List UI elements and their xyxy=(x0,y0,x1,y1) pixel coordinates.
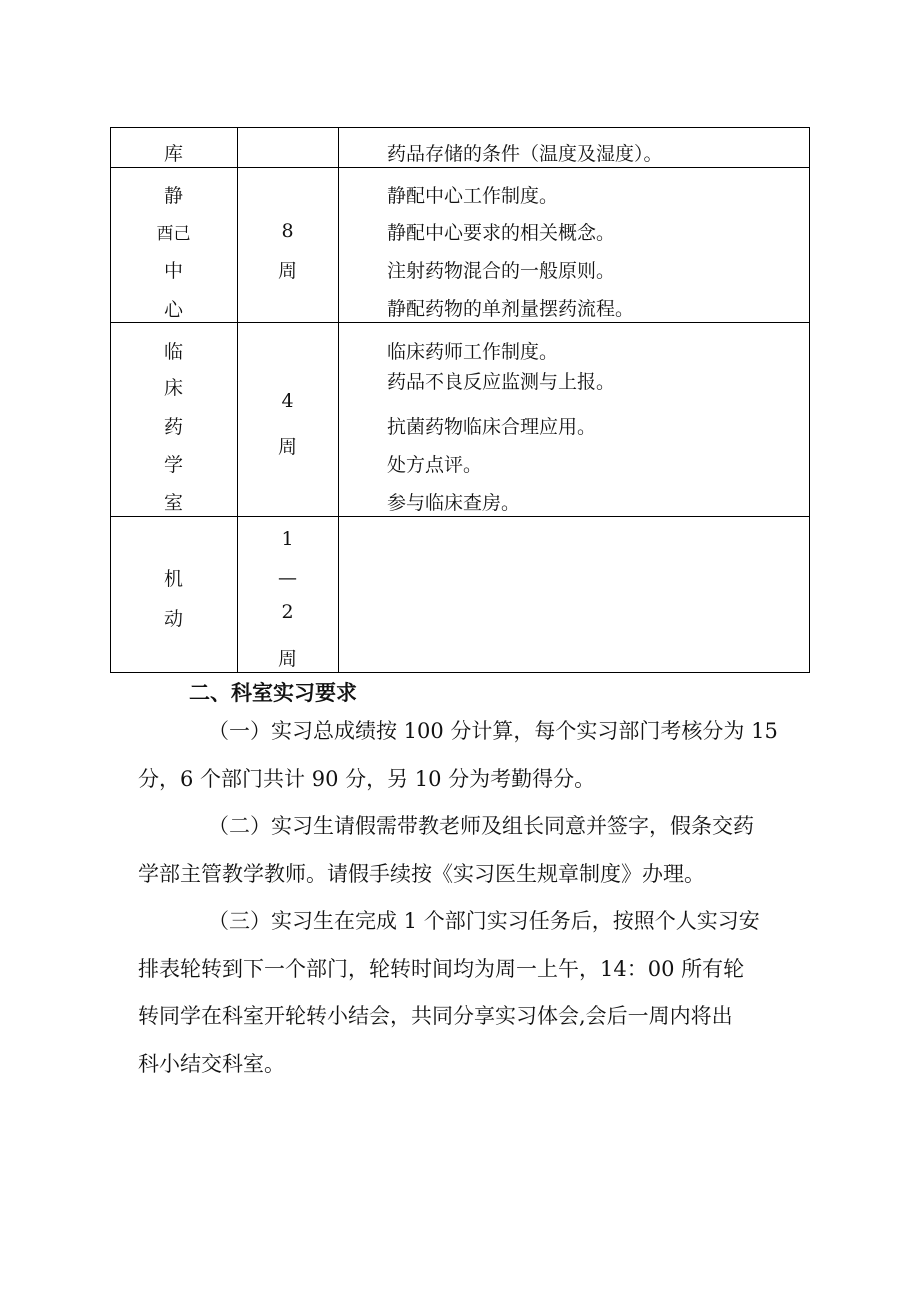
duration: 1 xyxy=(281,528,294,550)
dept-name: 中 xyxy=(163,260,183,282)
dept-name: 室 xyxy=(163,492,183,514)
row-divider xyxy=(110,167,810,168)
dept-name: 机 xyxy=(163,568,183,590)
dept-name: 床 xyxy=(163,377,183,399)
dept-name: 静 xyxy=(163,185,183,207)
section-heading: 二、科室实习要求 xyxy=(189,680,357,705)
paragraph-line: 分，6 个部门共计 90 分，另 10 分为考勤得分。 xyxy=(138,766,596,791)
duration: 周 xyxy=(277,648,297,670)
duration: — xyxy=(278,567,297,589)
paragraph-line: （一）实习总成绩按 100 分计算，每个实习部门考核分为 15 xyxy=(208,719,778,743)
row-divider xyxy=(110,516,810,517)
content-item: 处方点评。 xyxy=(387,454,483,476)
content-item: 临床药师工作制度。 xyxy=(387,341,559,363)
dept-name: 动 xyxy=(163,608,183,630)
paragraph-line: 转同学在科室开轮转小结会，共同分享实习体会,会后一周内将出 xyxy=(138,1004,733,1028)
duration: 4 xyxy=(281,390,294,412)
dept-name: 酉己 xyxy=(156,224,191,244)
content-item: 静配中心工作制度。 xyxy=(387,185,559,207)
paragraph xyxy=(138,898,828,1088)
content-item: 静配药物的单剂量摆药流程。 xyxy=(387,298,635,320)
paragraph-line: 排表轮转到下一个部门，轮转时间均为周一上午，14：00 所有轮 xyxy=(138,956,745,981)
column-divider xyxy=(338,127,339,673)
paragraph xyxy=(138,708,828,803)
dept-name: 药 xyxy=(163,416,183,438)
content-item: 静配中心要求的相关概念。 xyxy=(387,222,616,244)
dept-name: 库 xyxy=(163,143,183,165)
content-item: 参与临床查房。 xyxy=(387,492,521,514)
content-item: 药品存储的条件（温度及湿度）。 xyxy=(387,143,663,165)
content-item: 抗菌药物临床合理应用。 xyxy=(387,416,597,438)
paragraph-line: （二）实习生请假需带教老师及组长同意并签字，假条交药 xyxy=(208,814,754,838)
dept-name: 学 xyxy=(163,454,183,476)
content-item: 药品不良反应监测与上报。 xyxy=(387,371,616,393)
table-border xyxy=(110,127,810,128)
paragraph-line: （三）实习生在完成 1 个部门实习任务后，按照个人实习安 xyxy=(208,909,760,933)
table-border xyxy=(110,127,111,673)
content-item: 注射药物混合的一般原则。 xyxy=(387,260,616,282)
dept-name: 心 xyxy=(163,299,183,321)
duration: 周 xyxy=(277,436,297,458)
duration: 2 xyxy=(281,601,294,623)
duration: 周 xyxy=(277,260,297,282)
duration: 8 xyxy=(281,220,294,242)
row-divider xyxy=(110,322,810,323)
table-border xyxy=(110,672,810,673)
paragraph xyxy=(138,803,828,898)
paragraph-line: 学部主管教学教师。请假手续按《实习医生规章制度》办理。 xyxy=(138,861,705,886)
dept-name: 临 xyxy=(163,341,183,363)
table-border xyxy=(809,127,810,673)
paragraph-line: 科小结交科室。 xyxy=(138,1051,285,1076)
